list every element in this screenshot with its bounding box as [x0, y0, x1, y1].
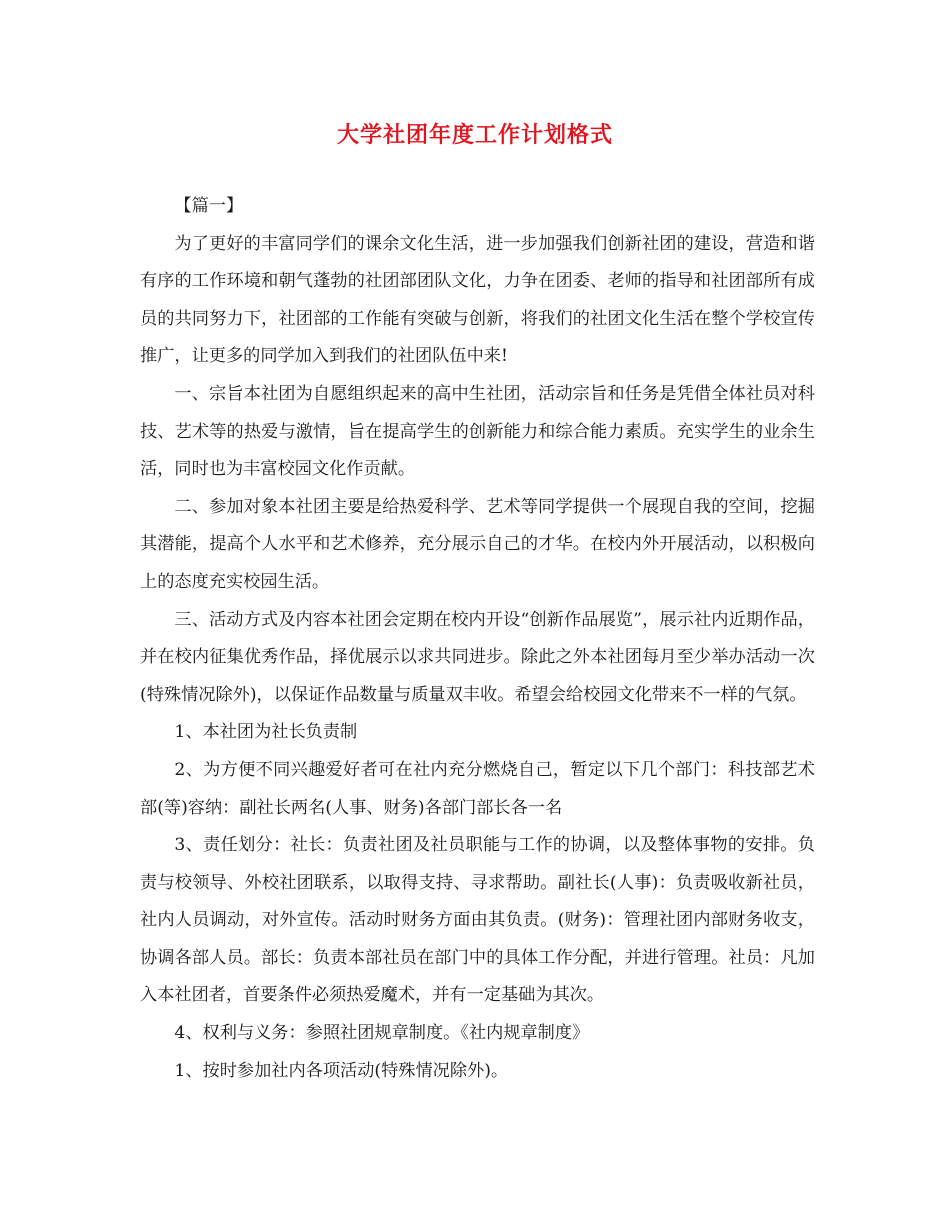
paragraph: 4、权利与义务：参照社团规章制度。《社内规章制度》	[174, 1023, 590, 1044]
paragraph: 1、本社团为社长负责制	[174, 722, 358, 743]
paragraph: 1、按时参加社内各项活动(特殊情况除外)。	[174, 1060, 509, 1081]
paragraph: 2、为方便不同兴趣爱好者可在社内充分燃烧自己，暂定以下几个部门：科技部艺术部(等)容纳：副社长两名(人事、财务)各部门部长各一名	[140, 759, 815, 818]
paragraph: 一、宗旨本社团为自愿组织起来的高中生社团，活动宗旨和任务是凭借全体社员对科技、艺术等的热爱与激情，旨在提高学生的创新能力和综合能力素质。充实学生的业余生活，同时也为丰富校园文化作贡献。	[140, 383, 815, 480]
paragraph: 二、参加对象本社团主要是给热爱科学、艺术等同学提供一个展现自我的空间，挖掘其潜能，提高个人水平和艺术修养，充分展示自己的才华。在校内外开展活动，以积极向上的态度充实校园生活。	[140, 496, 815, 592]
document-body	[140, 188, 815, 1090]
document-title: 大学社团年度工作计划格式	[336, 123, 613, 148]
paragraph: 为了更好的丰富同学们的课余文化生活，进一步加强我们创新社团的建设，营造和谐有序的工作环境和朝气蓬勃的社团部团队文化，力争在团委、老师的指导和社团部所有成员的共同努力下，社团部的工作能有突破与创新，将我们的社团文化生活在整个学校宣传推广，让更多的同学加入到我们的社团队伍中来!	[140, 233, 815, 367]
section-heading: 【篇一】	[174, 196, 244, 216]
paragraph: 3、责任划分：社长：负责社团及社员职能与工作的协调，以及整体事物的安排。负责与校领导、外校社团联系，以取得支持、寻求帮助。副社长(人事)：负责吸收新社员，社内人员调动，对外宣传。活动时财务方面由其负责。(财务)：管理社团内部财务收支，协调各部人员。部长：负责本部社员在部门中的具体工作分配，并进行管理。社员：凡加入本社团者，首要条件必须热爱魔术，并有一定基础为其次。	[140, 835, 815, 1006]
paragraph: 三、活动方式及内容本社团会定期在校内开设“创新作品展览”，展示社内近期作品，并在校内征集优秀作品，择优展示以求共同进步。除此之外本社团每月至少举办活动一次(特殊情况除外)，以保证作品数量与质量双丰收。希望会给校园文化带来不一样的气氛。	[140, 609, 815, 705]
